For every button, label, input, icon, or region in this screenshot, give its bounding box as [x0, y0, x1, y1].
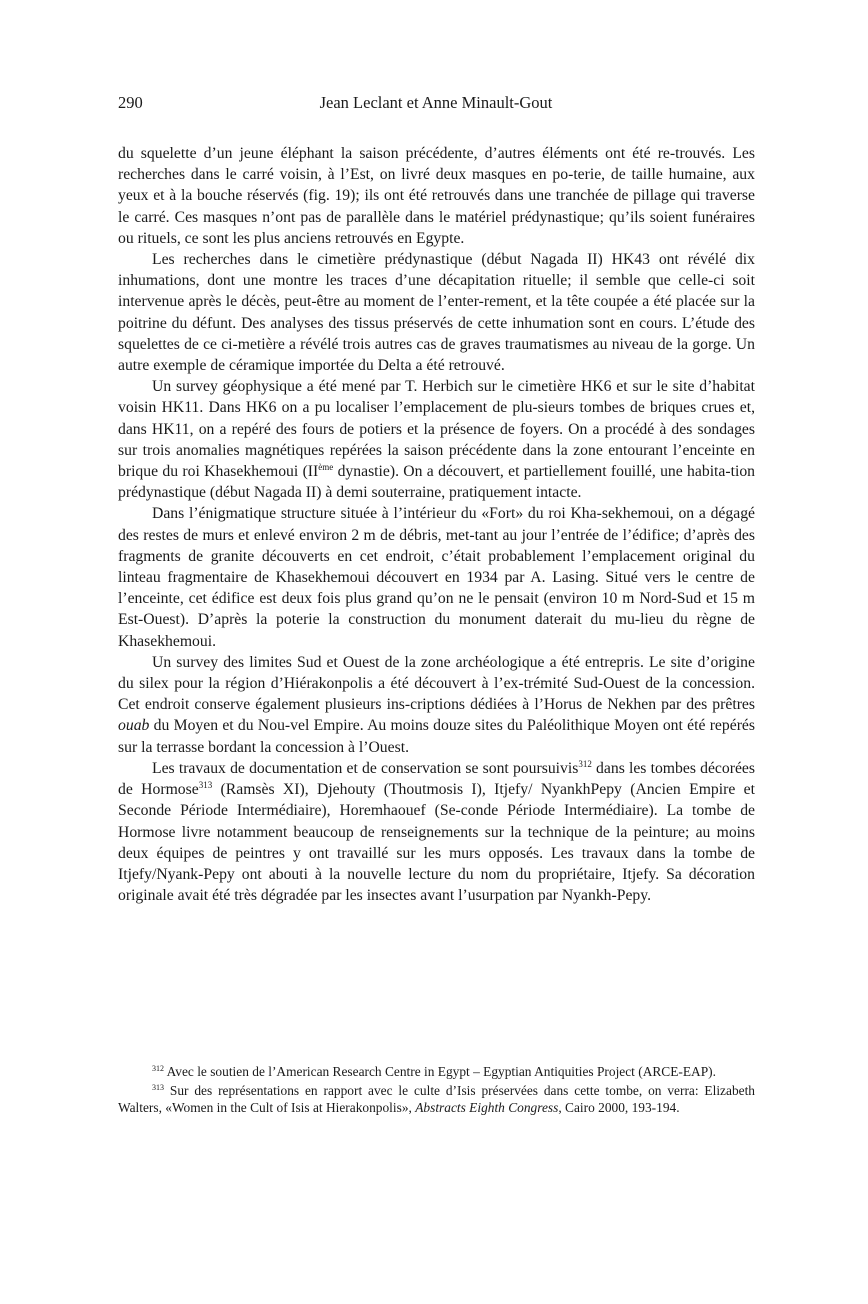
paragraph: Un survey des limites Sud et Ouest de la zone archéologique a été entrepris. Le site d’origine du silex pour la région d’Hiérakonpolis a été découvert à l’ex-trémité Sud-Ouest de la concession. Cet endroit conserve également plusieurs ins-criptions dédiées à l’Horus de Nekhen par des prêtres ouab du Moyen et du Nou-vel Empire. Au moins douze sites du Paléolithique Moyen ont été repérés sur la terrasse bordant la concession à l’Ouest.	[118, 653, 755, 756]
paragraph: Dans l’énigmatique structure située à l’intérieur du «Fort» du roi Kha-sekhemoui, on a dégagé des restes de murs et enlevé environ 2 m de débris, met-tant au jour l’entrée de l’édifice; d’après des fragments de granite découverts en cet endroit, c’était probablement l’emplacement original du linteau fragmentaire de Khasekhemoui découvert en 1934 par A. Lasing. Situé vers le centre de l’enceinte, cet édifice est deux fois plus grand qu’on ne le pensait (environ 10 m Nord-Sud et 15 m Est-Ouest). D’après la poterie la construction du monument daterait du mu-lieu du règne de Khasekhemoui.	[118, 505, 755, 650]
italic-term: ouab	[118, 717, 150, 735]
footnote-italic-title: Abstracts Eighth Congress	[415, 1100, 559, 1115]
footnote-ref-313: 313	[198, 780, 213, 791]
footnote-text: Avec le soutien de l’American Research Centre in Egypt – Egyptian Antiquities Project (ARCE-EAP).	[166, 1064, 716, 1079]
footnotes	[118, 1063, 755, 1117]
footnote-ref-312: 312	[578, 758, 592, 769]
paragraph: Les recherches dans le cimetière prédynastique (début Nagada II) HK43 ont révélé dix inhumations, dont une montre les traces d’une décapitation rituelle; il semble que celle-ci soit intervenue après le décès, peut-être au moment de l’enter-rement, et la tête coupée a été placée sur la poitrine du défunt. Des analyses des tissus préservés de cette inhumation sont en cours. L’étude des squelettes de ce ci-metière a révélé trois autres cas de graves traumatismes au niveau de la gorge. Un autre exemple de céramique importée du Delta a été retrouvé.	[118, 251, 755, 375]
page-number: 290	[118, 93, 143, 112]
footnote	[118, 1063, 755, 1081]
superscript-eme: ème	[318, 462, 334, 473]
footnote-text-end: , Cairo 2000, 193-194.	[558, 1100, 680, 1115]
running-title: Jean Leclant et Anne Minault-Gout	[319, 93, 553, 112]
footnote-number: 312	[152, 1064, 164, 1073]
paragraph: du squelette d’un jeune éléphant la saison précédente, d’autres éléments ont été re-trouvés. Les recherches dans le carré voisin, à l’Est, on livré deux masques en po-terie, de taille humaine, aux yeux et à la bouche réservés (fig. 19); ils ont été retrouvés dans une tranchée de pillage qui traverse le carré. Ces masques n’ont pas de parallèle dans le matériel prédynastique; qu’ils soient funéraires ou rituels, ce sont les plus anciens retrouvés en Egypte.	[118, 145, 755, 247]
footnote-number: 313	[152, 1082, 164, 1092]
footnote	[118, 1082, 755, 1117]
footnote-text: Sur des représentations en rapport avec le culte d’Isis préservées dans cette tombe, on verra: Elizabeth Walters, «Women in the Cult of Isis at Hierakonpolis»,	[118, 1082, 755, 1115]
body-text	[118, 143, 755, 906]
paragraph: Un survey géophysique a été mené par T. Herbich sur le cimetière HK6 et sur le site d’habitat voisin HK11. Dans HK6 on a pu localiser l’emplacement de plu-sieurs tombes de briques crues et, dans HK11, on a repéré des fours de potiers et la présence de foyers. On a procédé à des sondages sur trois anomalies magnétiques repérées la saison précédente dans la zone entourant l’enceinte en brique du roi Khasekhemoui (IIème dynastie). On a découvert, et partiellement fouillé, une habita-tion prédynastique (début Nagada II) à demi souterraine, pratiquement intacte.	[118, 378, 756, 502]
paragraph: Les travaux de documentation et de conservation se sont poursuivis$^{312}$ dans les tombes décorées de Hormose$^{313}$ (Ramsès XI), Djehouty (Thoutmosis I), Itjefy/ NyankhPepy (Ancien Empire et Seconde Période Intermédiaire), Horemhaouef (Se-conde Période Intermédiaire). La tombe de Hormose livre notamment beaucoup de renseignements sur la technique de la peinture; au moins deux équipes de peintres y ont travaillé sur les murs opposés. Les travaux dans la tombe de Itjefy/Nyank-Pepy ont abouti à la nouvelle lecture du nom du propriétaire, Itjefy. Sa décoration originale avait été très dégradée par les insectes avant l’usurpation par Nyankh-Pepy.	[118, 758, 755, 905]
running-header	[118, 93, 754, 115]
